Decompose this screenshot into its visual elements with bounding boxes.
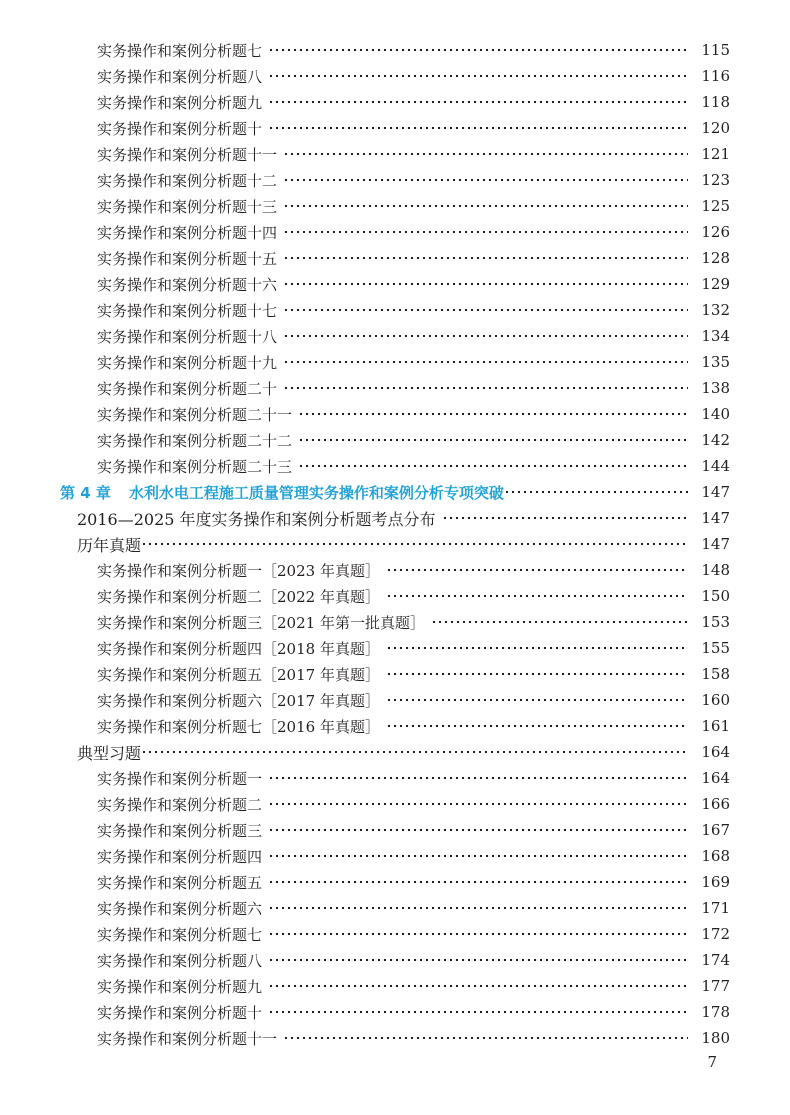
toc-page-number: 147 [701,509,730,527]
dot-leader [442,505,688,531]
toc-entry-title: 实务操作和案例分析题二十三 [97,457,293,476]
dot-leader [283,167,688,193]
toc-entry-title: 实务操作和案例分析题十 [97,119,263,138]
toc-entry[interactable] [97,245,730,271]
toc-entry-title: 实务操作和案例分析题十四 [97,223,278,242]
toc-page-number: 166 [701,795,730,813]
dot-leader [283,193,688,219]
page-number: 7 [707,1053,717,1071]
toc-entry-title: 实务操作和案例分析题十一 [97,145,278,164]
toc-entry[interactable] [97,63,730,89]
dot-leader [268,37,688,63]
toc-page-number: 171 [701,899,730,917]
dot-leader [283,245,688,271]
toc-entry-title: 实务操作和案例分析题七 [97,925,263,944]
toc-entry-title: 实务操作和案例分析题十一 [97,1029,278,1048]
toc-entry-title: 实务操作和案例分析题三［2021 年第一批真题］ [97,613,425,632]
toc-entry[interactable] [97,115,730,141]
toc-entry[interactable] [97,583,730,609]
toc-page-number: 147 [701,483,730,501]
toc-entry[interactable] [97,661,730,687]
dot-leader [283,375,688,401]
toc-page-number: 148 [701,561,730,579]
toc-page-number: 153 [701,613,730,631]
dot-leader [268,869,688,895]
toc-entry[interactable] [97,817,730,843]
toc-page-number: 134 [701,327,730,345]
toc-entry[interactable] [97,557,730,583]
toc-entry[interactable] [97,947,730,973]
toc-entry[interactable] [97,453,730,479]
toc-entry-title: 实务操作和案例分析题七［2016 年真题］ [97,717,380,736]
toc-entry[interactable] [97,323,730,349]
toc-entry-title: 实务操作和案例分析题六［2017 年真题］ [97,691,380,710]
toc-entry-title: 实务操作和案例分析题五 [97,873,263,892]
toc-page-number: 161 [701,717,730,735]
dot-leader [283,1025,688,1051]
toc-entry[interactable] [97,37,730,63]
toc-page-number: 115 [701,41,730,59]
toc-entry[interactable] [97,375,730,401]
toc-page-number: 129 [701,275,730,293]
dot-leader [268,817,688,843]
dot-leader [298,401,688,427]
toc-entry-title: 实务操作和案例分析题九 [97,977,263,996]
toc-entry[interactable] [97,765,730,791]
dot-leader [386,687,688,713]
toc-page-number: 180 [701,1029,730,1047]
toc-entry-title: 实务操作和案例分析题一［2023 年真题］ [97,561,380,580]
toc-entry-title: 实务操作和案例分析题十七 [97,301,278,320]
toc-page-number: 118 [701,93,730,111]
dot-leader [386,583,688,609]
toc-section-entry[interactable] [77,531,730,557]
dot-leader [283,297,688,323]
dot-leader [268,89,688,115]
toc-entry[interactable] [97,635,730,661]
toc-page-number: 144 [701,457,730,475]
dot-leader [298,453,688,479]
dot-leader [141,739,688,765]
dot-leader [268,765,688,791]
dot-leader [268,973,688,999]
toc-entry[interactable] [97,999,730,1025]
toc-page-number: 150 [701,587,730,605]
toc-entry-title: 实务操作和案例分析题七 [97,41,263,60]
toc-page-number: 178 [701,1003,730,1021]
toc-page-number: 135 [701,353,730,371]
toc-entry-title: 实务操作和案例分析题十 [97,1003,263,1022]
toc-entry[interactable] [97,713,730,739]
toc-page-number: 168 [701,847,730,865]
toc-entry-title: 实务操作和案例分析题二十二 [97,431,293,450]
dot-leader [283,323,688,349]
toc-page-number: 138 [701,379,730,397]
toc-entry-title: 实务操作和案例分析题四［2018 年真题］ [97,639,380,658]
toc-entry[interactable] [97,1025,730,1051]
toc-page-number: 164 [701,743,730,761]
toc-page-number: 121 [701,145,730,163]
dot-leader [298,427,688,453]
toc-entry-title: 实务操作和案例分析题九 [97,93,263,112]
toc-entry[interactable] [97,271,730,297]
toc-entry[interactable] [97,401,730,427]
toc-entry[interactable] [97,921,730,947]
dot-leader [386,661,688,687]
toc-page-number: 116 [701,67,730,85]
toc-entry[interactable] [97,349,730,375]
toc-entry-title: 实务操作和案例分析题十六 [97,275,278,294]
dot-leader [504,479,688,505]
toc-entry-title: 实务操作和案例分析题十八 [97,327,278,346]
chapter-title: 水利水电工程施工质量管理实务操作和案例分析专项突破 [128,483,504,502]
toc-entry-title: 实务操作和案例分析题八 [97,951,263,970]
dot-leader [268,999,688,1025]
toc-entry[interactable] [97,193,730,219]
toc-entry[interactable] [97,973,730,999]
toc-page-number: 123 [701,171,730,189]
toc-page-number: 160 [701,691,730,709]
toc-entry[interactable] [97,791,730,817]
toc-entry-title: 实务操作和案例分析题三 [97,821,263,840]
toc-entry[interactable] [97,427,730,453]
toc-entry[interactable] [97,167,730,193]
dot-leader [268,843,688,869]
toc-entry-title: 实务操作和案例分析题二［2022 年真题］ [97,587,380,606]
toc-entry-title: 实务操作和案例分析题一 [97,769,263,788]
toc-entry[interactable] [97,89,730,115]
dot-leader [431,609,688,635]
toc-entry[interactable] [97,609,730,635]
toc-entry-title: 实务操作和案例分析题十二 [97,171,278,190]
toc-page-number: 142 [701,431,730,449]
dot-leader [283,349,688,375]
toc-page-number: 132 [701,301,730,319]
toc-entry-title [60,482,504,503]
toc-page-number: 172 [701,925,730,943]
toc-entry[interactable] [97,219,730,245]
dot-leader [283,219,688,245]
toc-page-number: 125 [701,197,730,215]
toc-page-number: 167 [701,821,730,839]
toc-page-number: 158 [701,665,730,683]
toc-page-number: 164 [701,769,730,787]
dot-leader [268,947,688,973]
dot-leader [268,921,688,947]
dot-leader [268,791,688,817]
toc-page-number: 155 [701,639,730,657]
toc-entry[interactable] [97,895,730,921]
toc-entry-title: 实务操作和案例分析题二十一 [97,405,293,424]
toc-page-number: 120 [701,119,730,137]
toc-entry-title: 实务操作和案例分析题十五 [97,249,278,268]
dot-leader [283,271,688,297]
dot-leader [268,115,688,141]
dot-leader [386,713,688,739]
toc-entry-title: 实务操作和案例分析题十九 [97,353,278,372]
toc-entry[interactable] [97,843,730,869]
dot-leader [386,557,688,583]
dot-leader [268,895,688,921]
toc-entry-title: 实务操作和案例分析题六 [97,899,263,918]
dot-leader [268,63,688,89]
toc-entry[interactable] [97,141,730,167]
toc-entry-title: 2016—2025 年度实务操作和案例分析题考点分布 [77,509,436,529]
toc-entry-title: 历年真题 [77,535,142,555]
toc-entry-title: 实务操作和案例分析题二 [97,795,263,814]
toc-entry-title: 典型习题 [77,743,142,763]
dot-leader [141,531,688,557]
toc-entry[interactable] [97,869,730,895]
toc-entry-title: 实务操作和案例分析题十三 [97,197,278,216]
toc-page-number: 126 [701,223,730,241]
toc-chapter-entry[interactable] [60,479,730,505]
chapter-label: 第 4 章 [60,483,111,502]
toc-page-number: 128 [701,249,730,267]
toc-entry-title: 实务操作和案例分析题五［2017 年真题］ [97,665,380,684]
toc-section-entry[interactable] [77,739,730,765]
toc-page-number: 140 [701,405,730,423]
toc-entry-title: 实务操作和案例分析题四 [97,847,263,866]
toc-page-number: 169 [701,873,730,891]
toc-page-number: 147 [701,535,730,553]
toc-page-number: 174 [701,951,730,969]
toc-entry[interactable] [97,297,730,323]
toc-section-entry[interactable] [77,505,730,531]
toc-entry[interactable] [97,687,730,713]
dot-leader [283,141,688,167]
toc-entry-title: 实务操作和案例分析题二十 [97,379,278,398]
dot-leader [386,635,688,661]
toc-entry-title: 实务操作和案例分析题八 [97,67,263,86]
toc-page-number: 177 [701,977,730,995]
